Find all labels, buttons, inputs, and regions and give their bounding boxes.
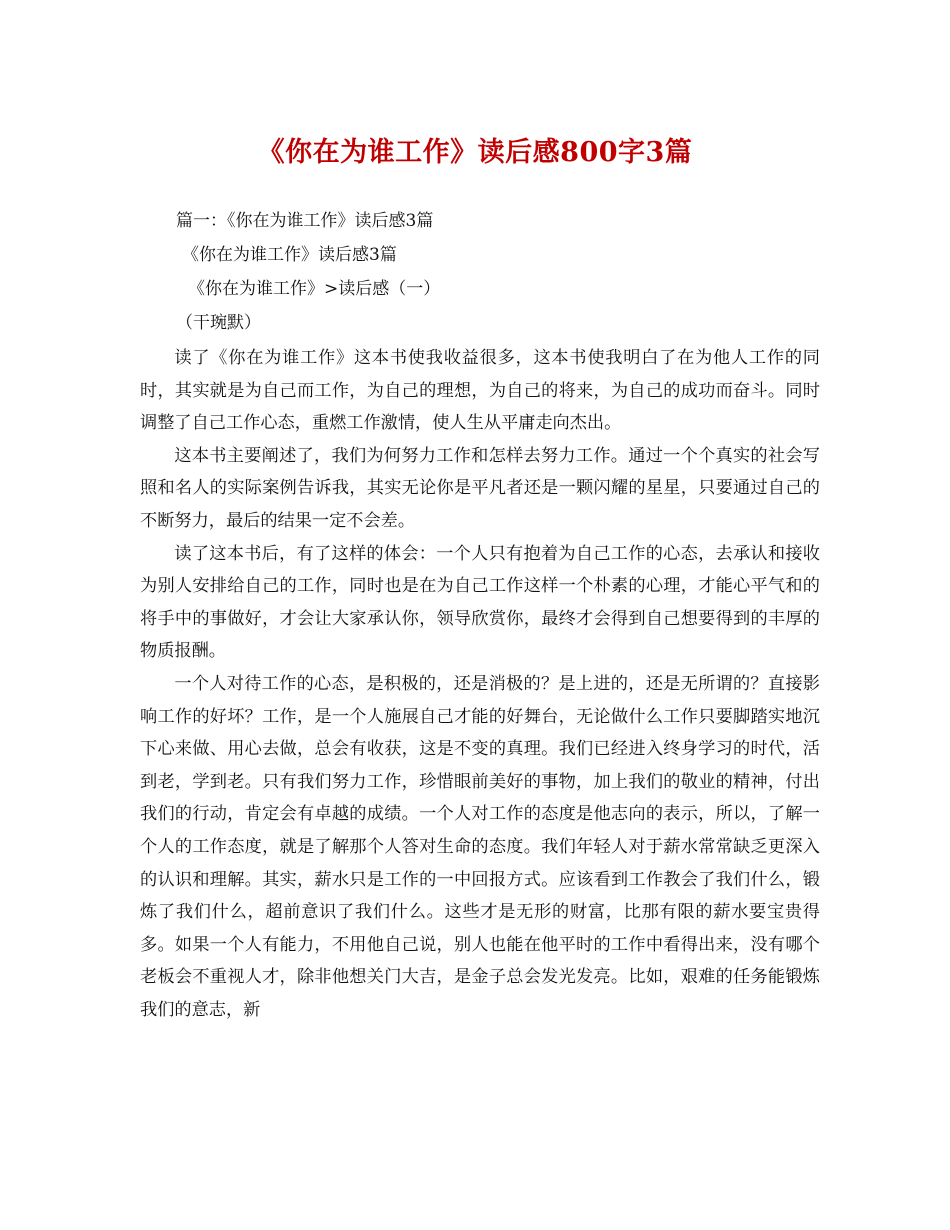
section-heading: 《你在为谁工作》>读后感（一） [188, 279, 441, 299]
paragraph: 读了《你在为谁工作》这本书使我收益很多，这本书使我明白了在为他人工作的同时，其实就是为自己而工作，为自己的理想，为自己的将来，为自己的成功而奋斗。同时调整了自己工作心态，重燃工作激情，使人生从平庸走向杰出。 [140, 348, 820, 434]
part-heading: 篇一：《你在为谁工作》读后感3篇 [176, 211, 434, 231]
sub-heading: 《你在为谁工作》读后感3篇 [182, 245, 397, 265]
paragraph: 这本书主要阐述了，我们为何努力工作和怎样去努力工作。通过一个个真实的社会写照和名人的实际案例告诉我，其实无论你是平凡者还是一颗闪耀的星星，只要通过自己的不断努力，最后的结果一定不会差。 [140, 445, 820, 531]
paragraph: 读了这本书后，有了这样的体会：一个人只有抱着为自己工作的心态，去承认和接收为别人安排给自己的工作，同时也是在为自己工作这样一个朴素的心理，才能心平气和的将手中的事做好，才会让大家承认你，领导欣赏你，最终才会得到自己想要得到的丰厚的物质报酬。 [140, 543, 820, 662]
author-line: （干琬默） [176, 313, 261, 333]
paragraph: 一个人对待工作的心态，是积极的，还是消极的？是上进的，还是无所谓的？直接影响工作的好坏？工作，是一个人施展自己才能的好舞台，无论做什么工作只要脚踏实地沉下心来做、用心去做，总会有收获，这是不变的真理。我们已经进入终身学习的时代，活到老，学到老。只有我们努力工作，珍惜眼前美好的事物，加上我们的敬业的精神，付出我们的行动，肯定会有卓越的成绩。一个人对工作的态度是他志向的表示，所以，了解一个人的工作态度，就是了解那个人答对生命的态度。我们年轻人对于薪水常常缺乏更深入的认识和理解。其实，薪水只是工作的一中回报方式。应该看到工作教会了我们什么，锻炼了我们什么，超前意识了我们什么。这些才是无形的财富，比那有限的薪水要宝贵得多。如果一个人有能力，不用他自己说，别人也能在他平时的工作中看得出来，没有哪个老板会不重视人才，除非他想关门大吉，是金子总会发光发亮。比如，艰难的任务能锻炼我们的意志，新 [140, 673, 820, 1020]
article-body [140, 342, 820, 1026]
document-title: 《你在为谁工作》读后感800字3篇 [257, 137, 693, 168]
